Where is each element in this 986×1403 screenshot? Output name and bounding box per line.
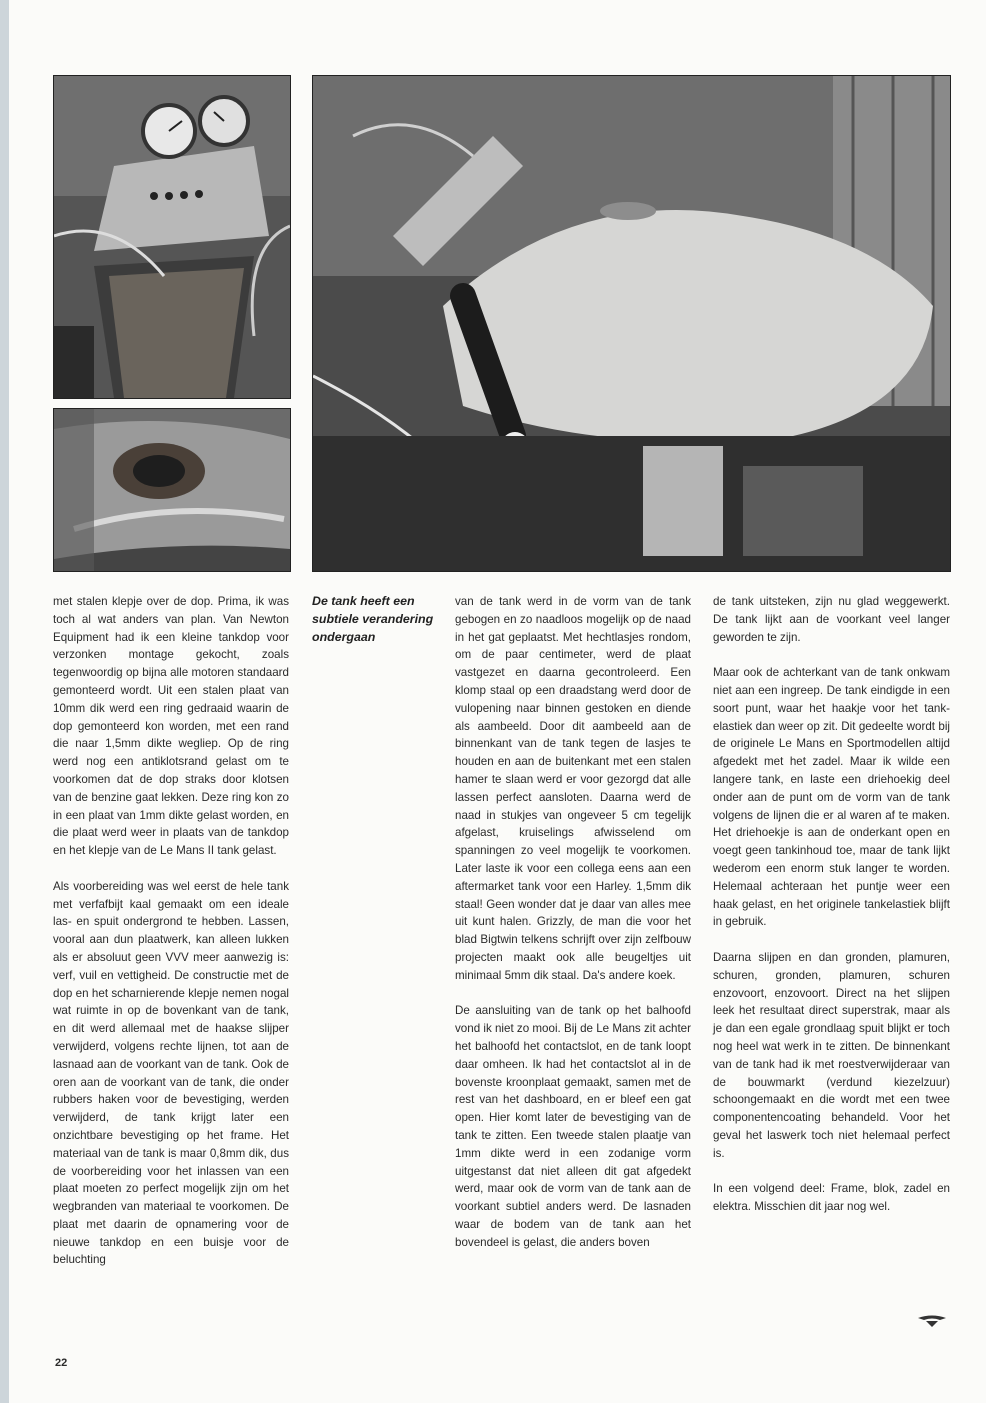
photo-dashboard-gauges: [53, 75, 291, 399]
text-column-2: [455, 593, 691, 1251]
text-column-1: [53, 593, 289, 1269]
paragraph: Daarna slijpen en dan gronden, plamuren, schuren, gronden, plamuren, schuren enzovoort, enzovoort. Direct na het slijpen leek het resultaat direct superstrak, maar als je dan een egale grondlaag spuit blijkt er toch nog heel wat werk in te zitten. De binnenkant van de tank had ik met roestverwijderaar van de bouwmarkt (verdund kiezelzuur) schoongemaakt en die wordt met een twee componentencoating behandeld. Voor het geval het laswerk toch niet helemaal perfect is.: [713, 950, 950, 1160]
page-edge-strip: [0, 0, 9, 1403]
article-end-logo-icon: [916, 1314, 948, 1328]
text-column-3: [713, 593, 950, 1216]
page-number: 22: [55, 1357, 68, 1369]
photo-motorcycle-tank: [312, 75, 951, 572]
photo-tank-cap-closeup: [53, 408, 291, 572]
paragraph: Als voorbereiding was wel eerst de hele tank met verfafbijt kaal gemaakt om een ideale las- en spuit ondergrond te hebben. Lassen, vooral aan dun plaatwerk, kan alleen lukken als er absoluut geen VVV meer aanwezig is: verf, vuil en vettigheid. De constructie met de dop en het scharnierende klepje nemen nogal wat ruimte in op de bovenkant van de tank, en dit werd allemaal met de haakse slijper verwijderd, volgens rechte lijnen, tot aan de lasnaad aan de voorkant van de tank. Ook de oren aan de voorkant van de tank, die onder rubbers haken voor de bevestiging, werden verwijderd, de tank krijgt later een onzichtbare bevestiging op het frame. Het materiaal van de tank is maar 0,8mm dik, dus de voorbereiding voor het inlassen van een plaat moeten zo perfect mogelijk zijn om het wegbranden van materiaal te voorkomen. De plaat met daarin de opnamering voor de nieuwe tankdop en een buisje voor de beluchting: [53, 879, 289, 1267]
paragraph: De aansluiting van de tank op het balhoofd vond ik niet zo mooi. Bij de Le Mans zit achter het balhoofd het contactslot, en de tank loopt daar omheen. Ik had het contactslot al in de bovenste kroonplaat gemaakt, samen met de rest van het dashboard, en er bleef een gat open. Hier komt later de bevestiging van de tank te zitten. Een tweede stalen plaatje van 1mm dikte werd in een zodanige vorm uitgestanst dat niet alleen dit gat afgedekt werd, maar ook de vorm van de tank aan de voorkant subtiel anders werd. De lasnaden waar de bodem van de tank aan het bovendeel is gelast, die anders boven: [455, 1004, 691, 1249]
paragraph: van de tank werd in de vorm van de tank gebogen en zo naadloos mogelijk op de naad in het gat geplaatst. Met hechtlasjes rondom, om de paar centimeter, werd de plaat vastgezet en daarna gecontroleerd. Een klomp staal op een draadstang werd door de vulopening naar binnen gestoken en diende als aambeeld. Door dit aambeeld aan de binnenkant van de tank tegen de lasjes te houden en aan de buitenkant met een stalen hamer te slaan werd er voor gezorgd dat alle lassen perfect aansloten. Daarna werd de naad in stukjes van ongeveer 5 cm tegelijk afgelast, kruiselings afwisselend om spanningen zo veel mogelijk te voorkomen. Later laste ik voor een collega eens aan een aftermarket tank voor een Harley. 1,5mm dik staal! Geen wonder dat je daar van alles mee uit kunt halen. Grizzly, de man die voor het blad Bigtwin telkens schrijft over zijn zelfbouw projecten maakt ook alle beugeltjes uit minimaal 5mm dik staal. Da's andere koek.: [455, 595, 691, 982]
paragraph: met stalen klepje over de dop. Prima, ik was toch al wat anders van plan. Van Newton Equipment had ik een kleine tankdop voor verzonken montage gekocht, zoals tegenwoordig op bijna alle motoren standaard gemonteerd wordt. Uit een stalen plaat van 10mm dik werd een ring gedraaid waarin de dop gemonteerd kon worden, met een rand die naar 1,5mm dikte wegliep. Op de ring werd nog een antiklotsrand gelast om te voorkomen dat de dop straks door klotsen van de benzine gaat lekken. Deze ring kon zo in een plaat van 1mm dikte gelast worden, en die plaat werd weer in plaats van de tankdop en het klepje van de Le Mans II tank gelast.: [53, 595, 289, 858]
paragraph: In een volgend deel: Frame, blok, zadel en elektra. Misschien dit jaar nog wel.: [713, 1182, 950, 1214]
paragraph: de tank uitsteken, zijn nu glad weggewerkt. De tank lijkt aan de voorkant veel langer geworden te zijn.: [713, 595, 950, 644]
paragraph: Maar ook de achterkant van de tank onkwam niet aan een ingreep. De tank eindigde in een soort punt, waar het haakje voor het tank-elastiek dan weer op zit. Dit gedeelte wordt bij de originele Le Mans en Sportmodellen altijd afgedekt met het zadel. Maar ik wilde een langere tank, en laste een driehoekig deel onder aan de punt om de vorm van de tank volgens de lijnen die er al waren af te maken. Het driehoekje is aan de onderkant open en voegt geen tankinhoud toe, maar de tank lijkt wederom een enorm stuk langer te worden. Helemaal achteraan het puntje weer een haak gelast, en het originele tankelastiek blijft in gebruik.: [713, 666, 950, 929]
photo-caption: De tank heeft een subtiele verandering ondergaan: [312, 594, 434, 644]
